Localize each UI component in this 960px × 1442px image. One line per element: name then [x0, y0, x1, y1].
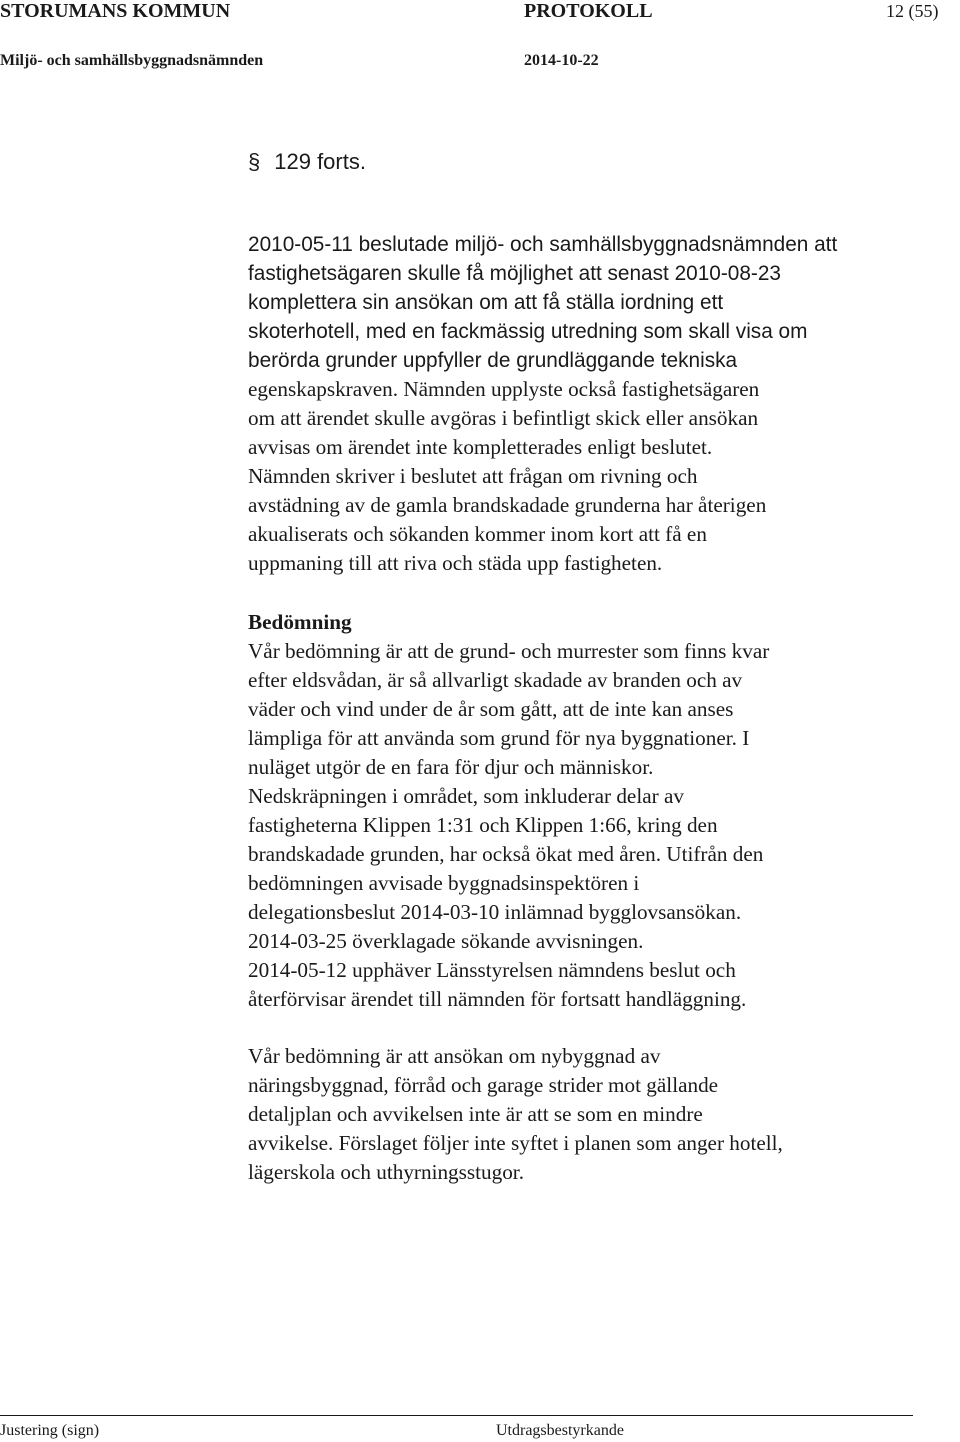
- meeting-date: 2014-10-22: [524, 52, 599, 69]
- certifier-label: Utdragsbestyrkande: [496, 1422, 624, 1439]
- adjustment-signature-label: Justering (sign): [0, 1422, 100, 1439]
- footer-divider: [0, 1415, 913, 1416]
- page-number: 12 (55): [886, 1, 939, 21]
- section-number: 129 forts.: [274, 149, 366, 174]
- paragraph-1-part-1: 2010-05-11 beslutade miljö- och samhällsbyggnadsnämnden att fastighetsägaren skulle få möjlighet att senast 2010-08-23 komplettera sin ansökan om att få ställa iordning ett skoterhotell, med en fackmässig utredning som skall visa om berörda grunder uppfyller de grundläggande tekniska: [248, 233, 838, 372]
- paragraph-1-part-2: egenskapskraven. Nämnden upplyste också fastighetsägaren om att ärendet skulle avgöras i befintligt skick eller ansökan avvisas om ärendet inte kompletterades enligt beslutet. Nämnden skriver i beslutet att frågan om rivning och avstädning av de gamla brandskadade grunderna har återigen akualiserats och sökanden kommer inom kort att få en uppmaning till att riva och städa upp fastigheten.: [248, 377, 767, 575]
- organization-name: STORUMANS KOMMUN: [0, 0, 231, 22]
- paragraph-2: Vår bedömning är att de grund- och murrester som finns kvar efter eldsvådan, är så allvarligt skadade av branden och av väder och vind under de år som gått, att de inte kan anses lämpliga för att använda som grund för nya byggnationer. I nuläget utgör de en fara för djur och människor. Nedskräpningen i området, som inkluderar delar av fastigheterna Klippen 1:31 och Klippen 1:66, kring den brandskadade grunden, har också ökat med åren. Utifrån den bedömningen avvisade byggnadsinspektören i delegationsbeslut 2014-03-10 inlämnad bygglovsansökan. 2014-03-25 överklagade sökande avvisningen. 2014-05-12 upphäver Länsstyrelsen nämndens beslut och återförvisar ärendet till nämnden för fortsatt handläggning.: [248, 639, 770, 1011]
- section-reference: [248, 147, 366, 177]
- section-symbol: §: [248, 149, 261, 174]
- document-type: PROTOKOLL: [524, 0, 653, 22]
- paragraph-3: Vår bedömning är att ansökan om nybyggnad av näringsbyggnad, förråd och garage strider mot gällande detaljplan och avvikelsen inte är att se som en mindre avvikelse. Förslaget följer inte syftet i planen som anger hotell, lägerskola och uthyrningsstugor.: [248, 1044, 783, 1184]
- section-heading: Bedömning: [248, 610, 352, 634]
- committee-name: Miljö- och samhällsbyggnadsnämnden: [0, 52, 264, 69]
